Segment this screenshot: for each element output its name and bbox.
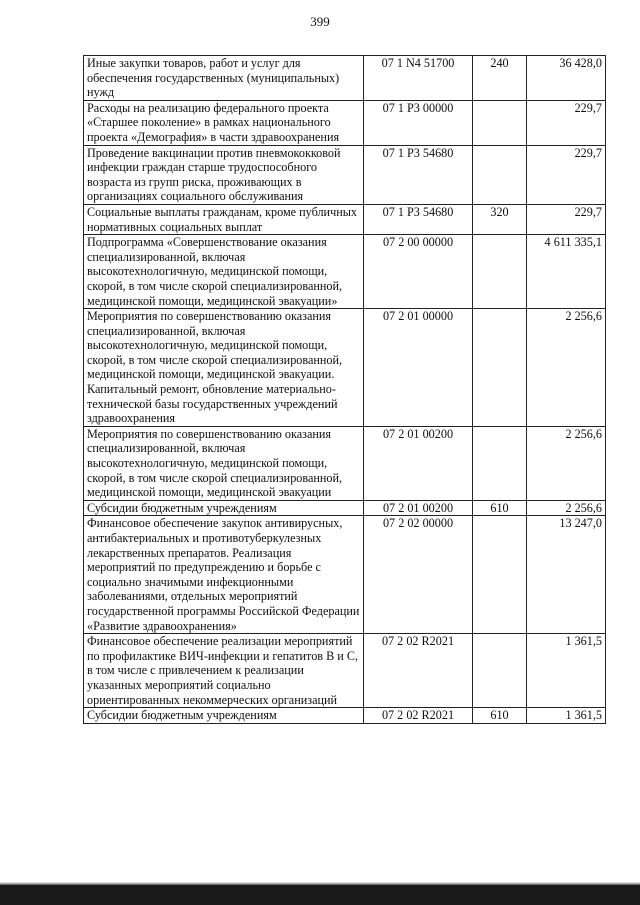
row-type-cell [473,634,527,708]
page-number: 399 [310,14,330,29]
table-row [84,204,606,234]
row-sum-cell: 4 611 335,1 [527,235,606,309]
table-row [84,145,606,204]
table-row [84,516,606,634]
row-name-cell: Субсидии бюджетным учреждениям [84,708,364,724]
row-type-cell [473,309,527,427]
row-name-cell: Мероприятия по совершенствованию оказания специализированной, включая высокотехнологичную, медицинской помощи, скорой, в том числе скорой специализированной, медицинской помощи, медицинской эвакуации [84,426,364,500]
table-row [84,426,606,500]
table-row [84,100,606,145]
row-code-cell: 07 2 02 00000 [364,516,473,634]
row-sum-cell: 36 428,0 [527,56,606,101]
row-code-cell: 07 2 01 00200 [364,500,473,516]
row-sum-cell: 13 247,0 [527,516,606,634]
row-type-cell [473,516,527,634]
row-type-cell [473,426,527,500]
row-name-cell: Иные закупки товаров, работ и услуг для обеспечения государственных (муниципальных) нужд [84,56,364,101]
budget-table-body [84,56,606,724]
row-code-cell: 07 1 P3 00000 [364,100,473,145]
table-row [84,235,606,309]
row-sum-cell: 229,7 [527,100,606,145]
row-type-cell [473,145,527,204]
row-code-cell: 07 1 P3 54680 [364,145,473,204]
row-sum-cell: 229,7 [527,204,606,234]
row-name-cell: Подпрограмма «Совершенствование оказания специализированной, включая высокотехнологичную, медицинской помощи, скорой, в том числе скорой специализированной, медицинской помощи, медицинской эвакуации» [84,235,364,309]
row-type-cell: 240 [473,56,527,101]
row-sum-cell: 2 256,6 [527,309,606,427]
row-sum-cell: 1 361,5 [527,634,606,708]
scan-bottom-band [0,885,640,905]
row-code-cell: 07 2 01 00200 [364,426,473,500]
row-name-cell: Финансовое обеспечение закупок антивирусных, антибактериальных и противотуберкулезных лекарственных препаратов. Реализация мероприятий по предупреждению и борьбе с социально значимыми инфекционными заболеваниями, отдельных мероприятий государственной программы Российской Федерации «Развитие здравоохранения» [84,516,364,634]
table-row [84,309,606,427]
row-type-cell: 320 [473,204,527,234]
row-type-cell [473,100,527,145]
row-type-cell [473,235,527,309]
table-row [84,56,606,101]
row-name-cell: Социальные выплаты гражданам, кроме публичных нормативных социальных выплат [84,204,364,234]
row-type-cell: 610 [473,708,527,724]
row-name-cell: Мероприятия по совершенствованию оказания специализированной, включая высокотехнологичную, медицинской помощи, скорой, в том числе скорой специализированной, медицинской помощи, медицинской эвакуации. Капитальный ремонт, обновление материально-технической базы государственных учреждений здравоохранения [84,309,364,427]
row-code-cell: 07 2 00 00000 [364,235,473,309]
row-name-cell: Субсидии бюджетным учреждениям [84,500,364,516]
row-code-cell: 07 2 02 R2021 [364,634,473,708]
row-code-cell: 07 2 01 00000 [364,309,473,427]
table-row [84,634,606,708]
row-code-cell: 07 1 P3 54680 [364,204,473,234]
row-sum-cell: 229,7 [527,145,606,204]
row-code-cell: 07 1 N4 51700 [364,56,473,101]
row-sum-cell: 2 256,6 [527,426,606,500]
table-row [84,500,606,516]
row-sum-cell: 2 256,6 [527,500,606,516]
row-code-cell: 07 2 02 R2021 [364,708,473,724]
row-name-cell: Расходы на реализацию федерального проекта «Старшее поколение» в рамках национального проекта «Демография» в части здравоохранения [84,100,364,145]
budget-table [83,55,606,724]
row-name-cell: Проведение вакцинации против пневмококковой инфекции граждан старше трудоспособного возраста из групп риска, проживающих в организациях социального обслуживания [84,145,364,204]
table-row [84,708,606,724]
row-type-cell: 610 [473,500,527,516]
row-sum-cell: 1 361,5 [527,708,606,724]
row-name-cell: Финансовое обеспечение реализации мероприятий по профилактике ВИЧ-инфекции и гепатитов В и С, в том числе с привлечением к реализации указанных мероприятий социально ориентированных некоммерческих организаций [84,634,364,708]
